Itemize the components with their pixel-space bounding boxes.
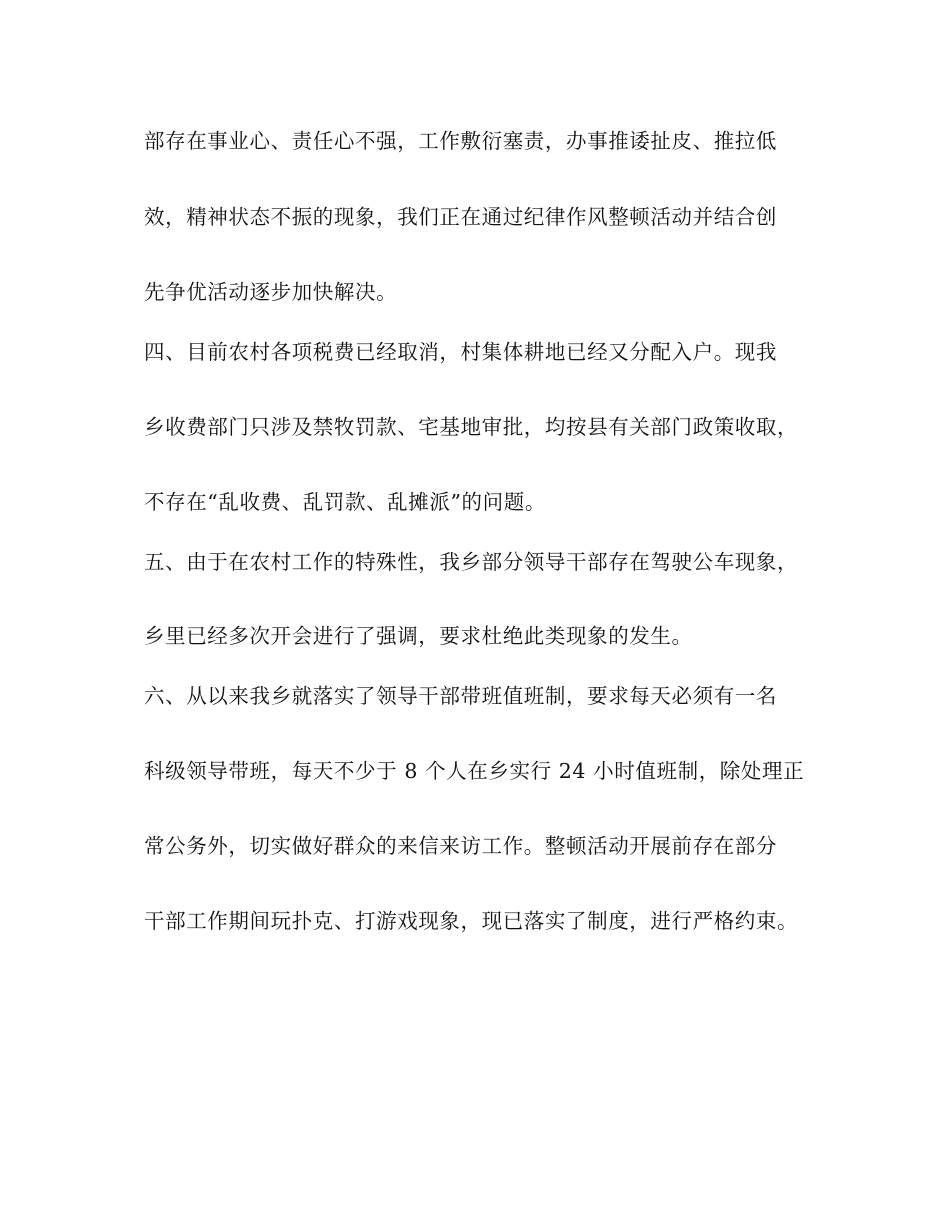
text-line-2: 效，精神状态不振的现象，我们正在通过纪律作风整顿活动并结合创 (144, 205, 777, 229)
paragraph-4-line-1: 四、目前农村各项税费已经取消，村集体耕地已经又分配入户。现我 (144, 340, 777, 364)
text-line-1: 部存在事业心、责任心不强，工作敷衍塞责，办事推诿扯皮、推拉低 (144, 129, 777, 153)
paragraph-6-line-1: 六、从以来我乡就落实了领导干部带班值班制，要求每天必须有一名 (144, 684, 777, 708)
paragraph-5-line-2: 乡里已经多次开会进行了强调，要求杜绝此类现象的发生。 (144, 624, 693, 648)
text-line-3: 先争优活动逐步加快解决。 (144, 280, 398, 304)
paragraph-6-line-3: 常公务外，切实做好群众的来信来访工作。整顿活动开展前存在部分 (144, 834, 777, 858)
paragraph-5-line-1: 五、由于在农村工作的特殊性，我乡部分领导干部存在驾驶公车现象， (144, 550, 799, 574)
paragraph-6-line-4: 干部工作期间玩扑克、打游戏现象，现已落实了制度，进行严格约束。 (144, 909, 799, 933)
paragraph-4-line-2: 乡收费部门只涉及禁牧罚款、宅基地审批，均按县有关部门政策收取， (144, 415, 799, 439)
paragraph-4-line-3: 不存在“乱收费、乱罚款、乱摊派”的问题。 (144, 490, 546, 514)
paragraph-6-line-2: 科级领导带班，每天不少于 8 个人在乡实行 24 小时值班制，除处理正 (144, 759, 805, 783)
